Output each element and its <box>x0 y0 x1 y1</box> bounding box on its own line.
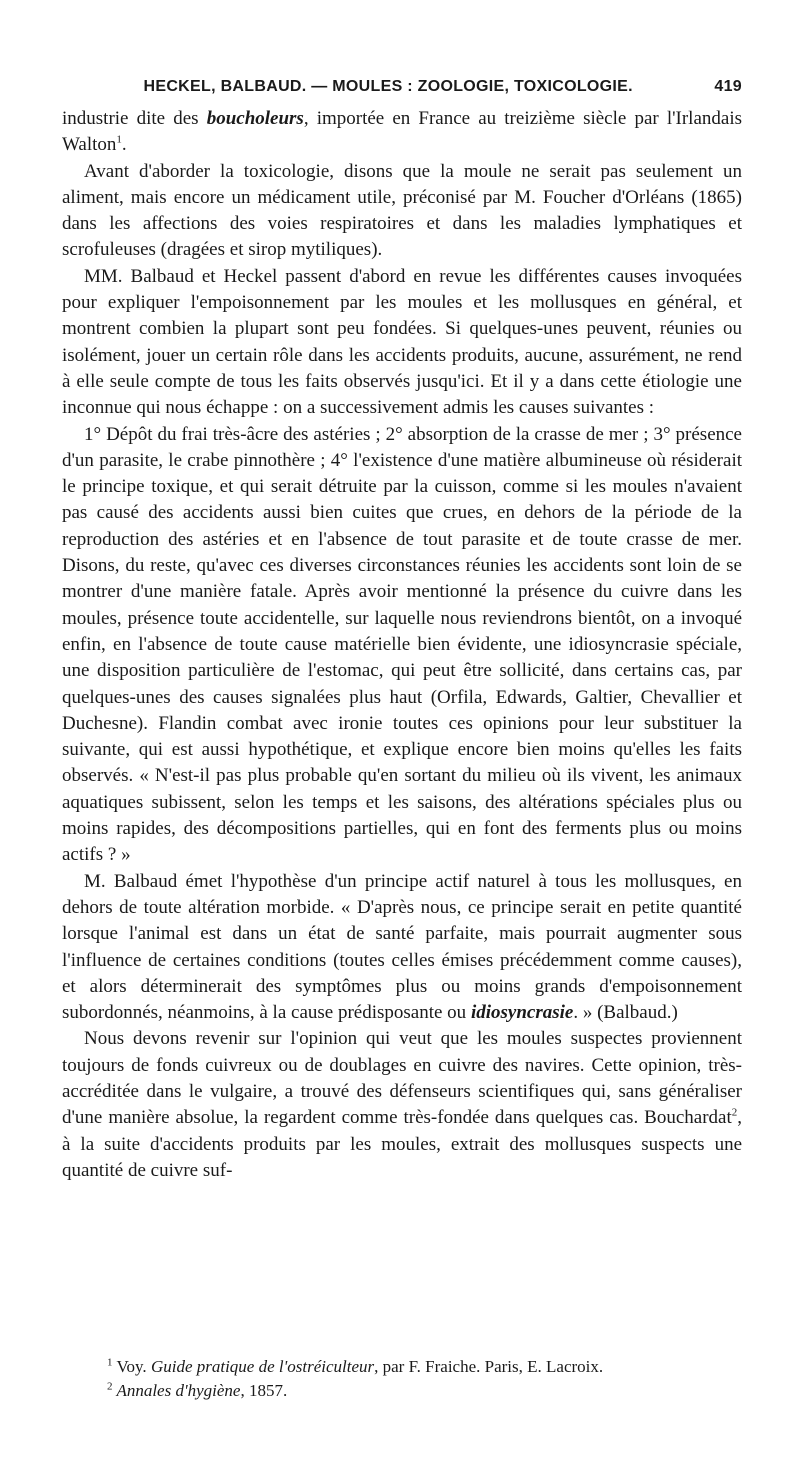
footnote-2 <box>62 1379 742 1403</box>
paragraph-1 <box>62 106 742 159</box>
footnote-1 <box>62 1355 742 1379</box>
body-text <box>62 106 742 1184</box>
p6-text-a: Nous devons revenir sur l'opinion qui veut que les moules suspectes proviennent toujours de fonds cuivreux ou de doublages en cuivre des navires. Cette opinion, très-accréditée dans le vulgaire, a trouvé des défenseurs scientifiques qui, sans généraliser d'une manière absolue, la regardent comme très-fondée dans quelques cas. Bouchardat <box>62 1028 742 1129</box>
footnote-2-italic: Annales d'hygiène <box>112 1381 241 1400</box>
page-number: 419 <box>714 78 742 95</box>
p5-text-a: M. Balbaud émet l'hypothèse d'un principe actif naturel à tous les mollusques, en dehors de toute altération morbide. « D'après nous, ce principe serait en petite quantité lorsque l'animal est dans un état de santé parfaite, mais pourrait augmenter sous l'influence de certaines conditions (toutes celles émises précédemment comme causes), et alors déterminerait des symptômes plus ou moins grands d'empoisonnement subordonnés, néanmoins, à la cause prédisposante ou <box>62 870 742 1024</box>
p1-text-a: industrie dite des <box>62 108 207 129</box>
footnote-1-italic: Guide pratique de l'ostréiculteur <box>150 1357 375 1376</box>
p1-text-b: , importée en France au treizième siècle par l'Irlandais Walton <box>62 108 743 156</box>
footnote-mark-1: 1 <box>107 1356 113 1369</box>
p5-italic: idiosyncrasie <box>470 1002 574 1024</box>
running-title: HECKEL, BALBAUD. — MOULES : ZOOLOGIE, TOXICOLOGIE. <box>143 78 633 95</box>
p1-italic: boucholeurs <box>206 108 304 129</box>
page <box>62 78 742 1184</box>
paragraph-4: 1° Dépôt du frai très-âcre des astéries ; 2° absorption de la crasse de mer ; 3° présence d'un parasite, le crabe pinnothère ; 4° l'existence d'une matière albumineuse où résiderait le principe toxique, et qui serait détruite par la cuisson, comme si les moules n'avaient pas causé des accidents aussi bien cuites que crues, en dehors de la période de la reproduction des astéries et en l'absence de tout parasite et de toute crasse de mer. Disons, du reste, qu'avec ces diverses circonstances réunies les accidents sont loin de se montrer d'une manière fatale. Après avoir mentionné la présence du cuivre dans les moules, présence toute accidentelle, sur laquelle nous reviendrons bientôt, on a invoqué enfin, en l'absence de toute cause matérielle bien évidente, une idiosyncrasie spéciale, une disposition particulière de l'estomac, qui peut être sollicité, dans certains cas, par quelques-unes des causes signalées plus haut (Orfila, Edwards, Galtier, Chevallier et Duchesne). Flandin combat avec ironie toutes ces opinions pour leur substituer la suivante, qui est aussi hypothétique, et explique encore bien moins qu'elles les faits observés. « N'est-il pas plus probable qu'en sortant du milieu où ils vivent, les animaux aquatiques subissent, selon les temps et les saisons, des altérations spéciales plus ou moins rapides, des décompositions partielles, qui en font des ferments plus ou moins actifs ? » <box>62 423 742 866</box>
p5-text-b: . » (Balbaud.) <box>573 1002 678 1024</box>
footnote-1-text-b: , par F. Fraiche. Paris, E. Lacroix. <box>374 1357 604 1376</box>
paragraph-2: Avant d'aborder la toxicologie, disons que la moule ne serait pas seulement un aliment, mais encore un médicament utile, préconisé par M. Foucher d'Orléans (1865) dans les affections des voies respiratoires et dans les maladies lymphatiques et scrofuleuses (dragées et sirop mytiliques). <box>62 160 742 261</box>
paragraph-6 <box>62 1026 742 1184</box>
paragraph-5 <box>62 869 742 1027</box>
footnote-ref-1: 1 <box>116 133 122 146</box>
running-header <box>62 78 742 96</box>
footnotes <box>62 1355 742 1403</box>
footnote-2-text-b: , 1857. <box>240 1381 288 1400</box>
footnote-1-text-a: Voy. <box>112 1357 151 1376</box>
p6-text-b: , à la suite d'accidents produits par les moules, extrait des mollusques suspects une quantité de cuivre suf- <box>62 1107 742 1181</box>
p1-text-c: . <box>121 134 127 156</box>
paragraph-3: MM. Balbaud et Heckel passent d'abord en revue les différentes causes invoquées pour expliquer l'empoisonnement par les moules et les mollusques en général, et montrent combien la plupart sont peu fondées. Si quelques-unes peuvent, réunies ou isolément, jouer un certain rôle dans les accidents produits, aucune, assurément, ne rend à elle seule compte de tous les faits observés jusqu'ici. Et il y a dans cette étiologie une inconnue qui nous échappe : on a successivement admis les causes suivantes : <box>62 265 742 419</box>
footnote-mark-2: 2 <box>107 1380 113 1393</box>
footnote-ref-2: 2 <box>731 1106 738 1119</box>
